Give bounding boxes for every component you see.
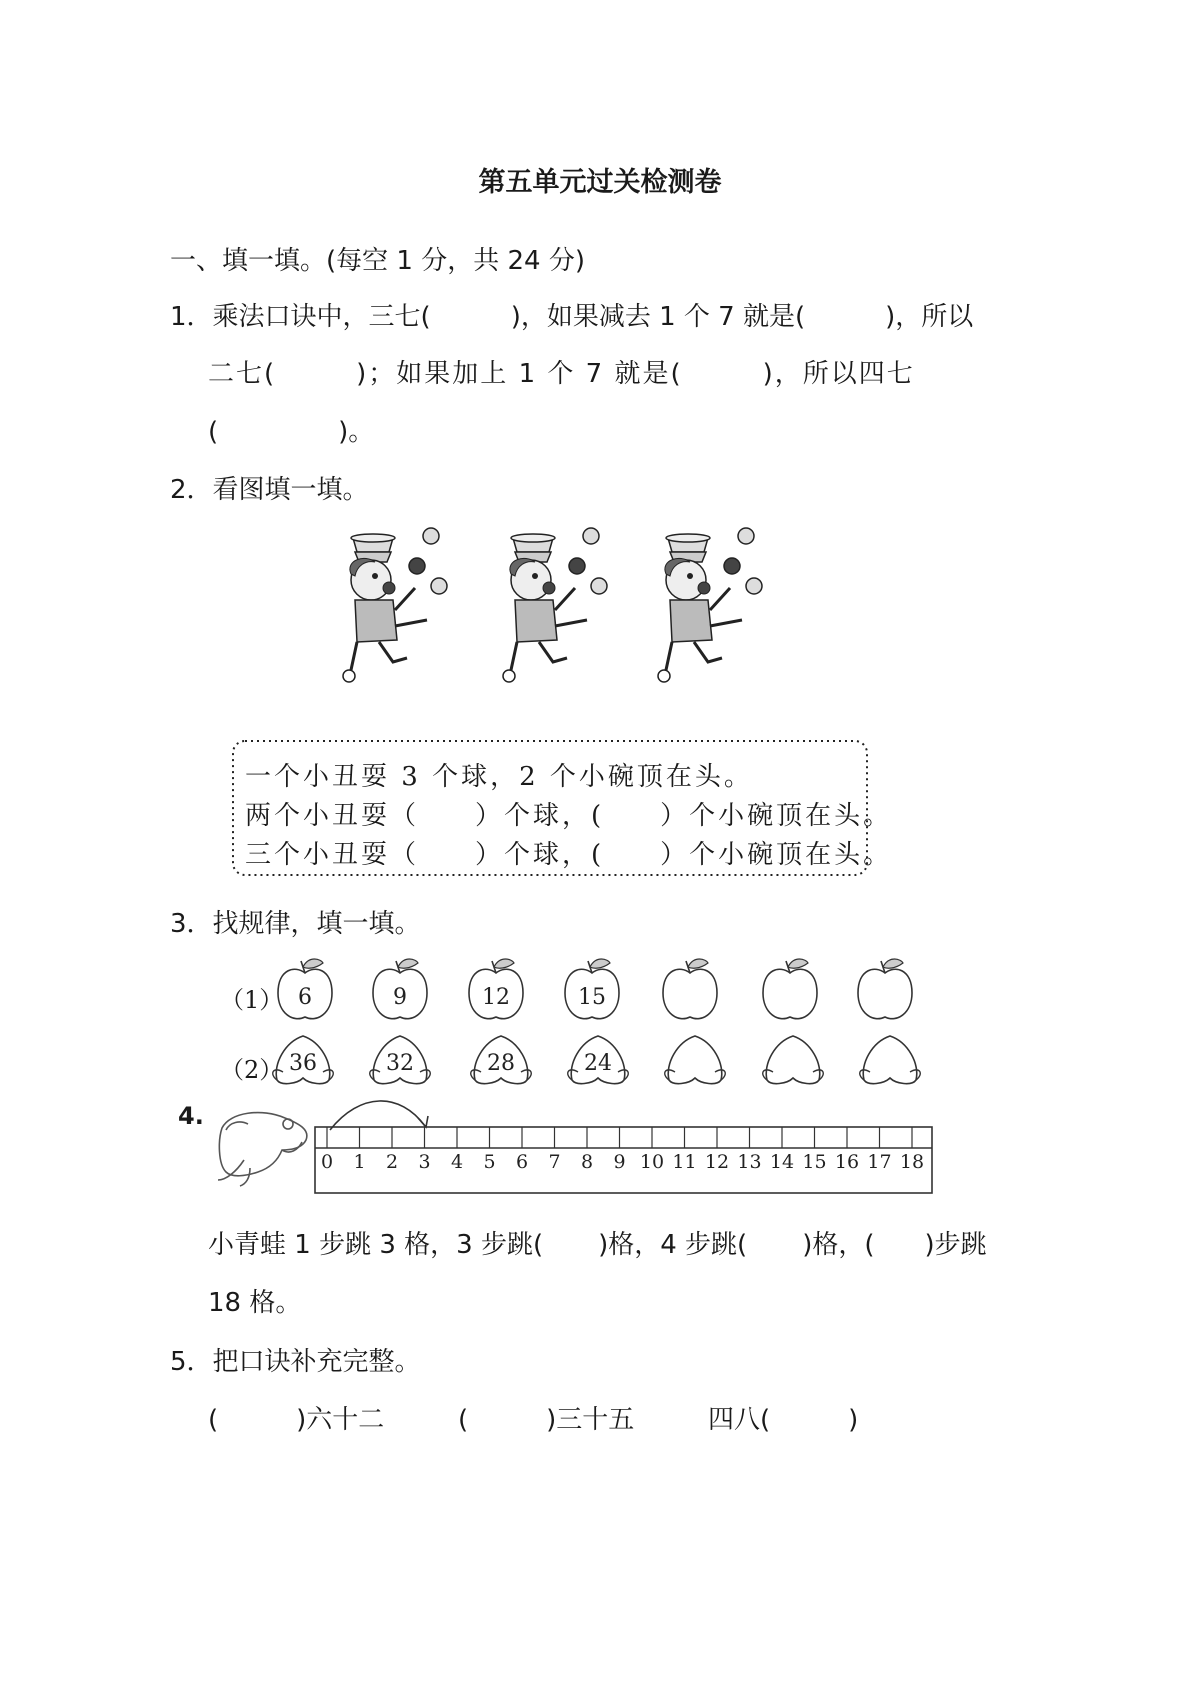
peach-value: 24: [584, 1051, 612, 1076]
ruler-label: 4: [450, 1151, 464, 1173]
apple-value: 6: [298, 985, 312, 1010]
apple-value: 15: [578, 985, 606, 1010]
ruler-label: 5: [483, 1151, 496, 1173]
page-title: 第五单元过关检测卷: [478, 167, 722, 198]
question-2-heading: 2．看图填一填。: [170, 475, 369, 505]
question-number: 5．: [170, 1347, 213, 1377]
question-number: 1．: [170, 302, 213, 332]
mnemonic-item-3: 四八( ): [708, 1405, 859, 1435]
ruler-label: 16: [834, 1151, 860, 1173]
ruler-label: 11: [672, 1151, 697, 1173]
question-4-line-1: 小青蛙 1 步跳 3 格，3 步跳( )格，4 步跳( )格，( )步跳: [208, 1230, 987, 1260]
question-1-line-2: 二七( )；如果加上 1 个 7 就是( )，所以四七: [208, 359, 915, 389]
mnemonic-item-2: ( )三十五: [458, 1405, 635, 1435]
ruler-label: 15: [802, 1151, 827, 1173]
peach-value: 32: [386, 1051, 414, 1076]
question-5-heading: 5．把口诀补充完整。: [170, 1347, 421, 1377]
row-2-label: （2）: [220, 1056, 284, 1084]
peach-value: 28: [487, 1051, 515, 1076]
ruler-label: 14: [769, 1151, 795, 1173]
ruler-label: 0: [320, 1151, 334, 1173]
apple-value: 9: [393, 985, 407, 1010]
ruler-label: 8: [580, 1151, 594, 1173]
question-1-line-3: ( )。: [208, 417, 375, 447]
question-4-line-2: 18 格。: [208, 1288, 302, 1318]
box-line-2: 两个小丑耍（ ）个球，( ）个小碗顶在头。: [245, 801, 893, 831]
ruler-label: 3: [418, 1151, 431, 1173]
ruler-label: 12: [704, 1151, 730, 1173]
ruler-label: 13: [737, 1151, 762, 1173]
question-1-line-1: 1．乘法口诀中，三七( )，如果减去 1 个 7 就是( )，所以: [170, 302, 974, 332]
ruler-label: 9: [613, 1151, 626, 1173]
ruler-label: 10: [639, 1151, 665, 1173]
ruler-label: 7: [548, 1151, 561, 1173]
question-number: 3．: [170, 909, 213, 939]
ruler-label: 6: [515, 1151, 529, 1173]
box-line-3: 三个小丑耍（ ）个球，( ）个小碗顶在头。: [245, 840, 893, 870]
question-number: 4.: [178, 1102, 204, 1130]
ruler-label: 18: [899, 1151, 925, 1173]
question-number: 2．: [170, 475, 213, 505]
apple-value: 12: [482, 985, 510, 1010]
row-1-label: （1）: [220, 986, 284, 1014]
mnemonic-item-1: ( )六十二: [208, 1405, 385, 1435]
section-heading: 一、填一填。(每空 1 分，共 24 分): [170, 246, 585, 276]
box-line-1: 一个小丑耍 3 个球，2 个小碗顶在头。: [245, 762, 753, 792]
frog-icon: [218, 1113, 307, 1186]
ruler-label: 1: [353, 1151, 366, 1173]
ruler-label: 2: [385, 1151, 399, 1173]
peach-value: 36: [289, 1051, 317, 1076]
ruler-label: 17: [867, 1151, 892, 1173]
question-3-heading: 3．找规律，填一填。: [170, 909, 421, 939]
